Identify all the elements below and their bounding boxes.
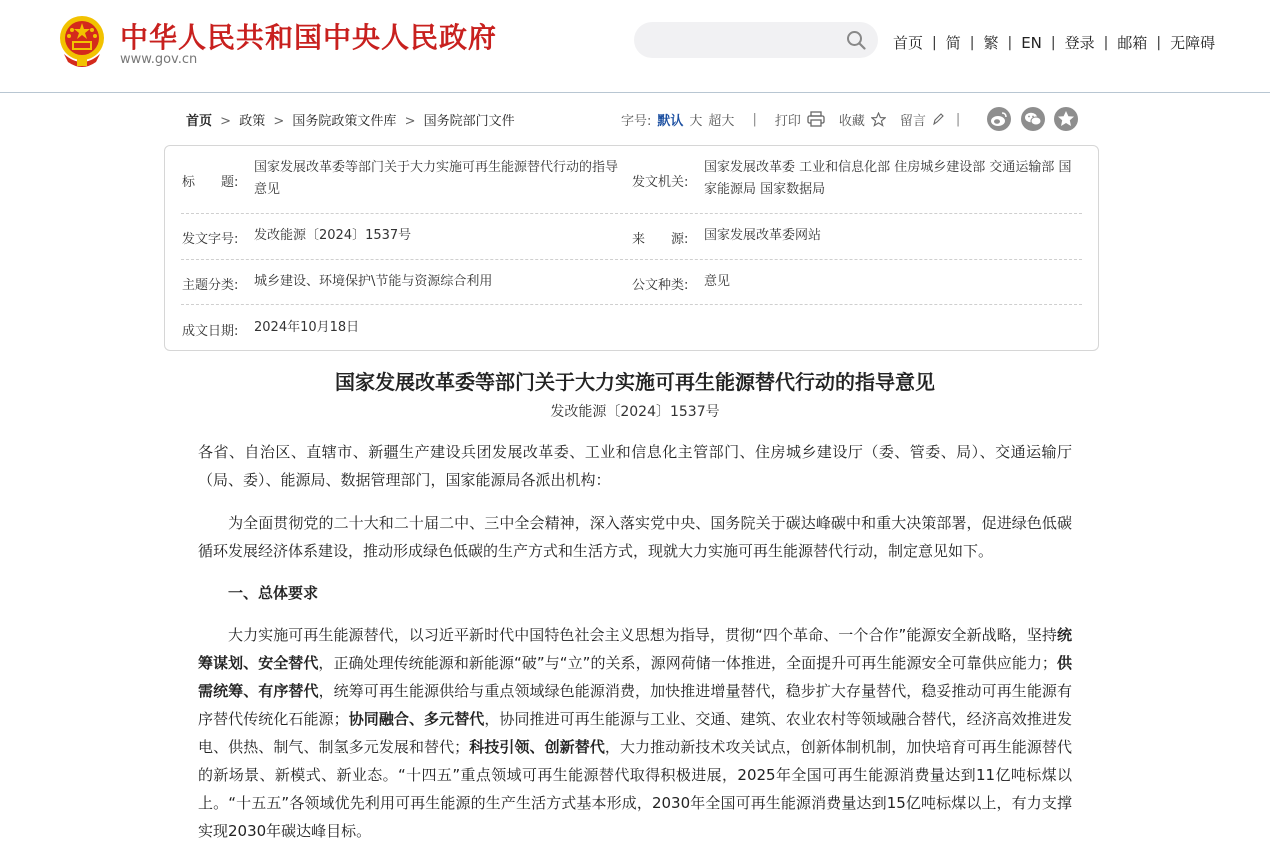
- section-heading: [198, 579, 1072, 607]
- qzone-icon[interactable]: [1054, 107, 1078, 131]
- nav-separator: |: [932, 34, 937, 51]
- nav-separator: |: [1050, 34, 1056, 51]
- intro-paragraph: [198, 509, 1072, 565]
- weibo-icon[interactable]: [987, 107, 1011, 131]
- para-bold-text: 供需统筹、有序替代: [198, 654, 1072, 700]
- doc-type-value: 意见: [704, 274, 731, 289]
- breadcrumb-separator: >: [220, 114, 232, 129]
- nav-mailbox-link[interactable]: 邮箱: [1117, 34, 1148, 52]
- nav-traditional-link[interactable]: 繁: [983, 34, 999, 52]
- nav-separator: |: [1007, 34, 1013, 51]
- nav-english-link[interactable]: EN: [1021, 33, 1042, 52]
- comment-button[interactable]: 留言: [899, 113, 926, 129]
- printer-icon[interactable]: [807, 111, 825, 127]
- tools-separator: |: [752, 111, 757, 127]
- nav-home-link[interactable]: 首页: [893, 34, 924, 52]
- nav-separator: |: [1103, 34, 1109, 51]
- breadcrumb-separator: >: [404, 114, 416, 129]
- breadcrumb-separator: >: [273, 114, 285, 129]
- breadcrumb-policy-library[interactable]: 国务院政策文件库: [292, 114, 397, 129]
- nav-separator: |: [969, 34, 975, 51]
- star-icon[interactable]: [871, 112, 886, 127]
- favorite-button[interactable]: 收藏: [838, 113, 865, 129]
- site-domain: www.gov.cn: [120, 52, 198, 67]
- breadcrumb-department-docs[interactable]: 国务院部门文件: [423, 114, 515, 129]
- font-size-xlarge-button[interactable]: 超大: [708, 113, 735, 129]
- site-title[interactable]: 中华人民共和国中央人民政府: [120, 21, 498, 54]
- doc-number-label: 发文字号:: [182, 232, 239, 247]
- tools-separator: |: [955, 111, 961, 127]
- section-heading-text: 一、总体要求: [228, 584, 319, 602]
- topic-value: 城乡建设、环境保护\节能与资源综合利用: [254, 274, 493, 289]
- title-label: 标 题:: [182, 175, 239, 190]
- national-emblem-icon[interactable]: [58, 14, 106, 68]
- font-size-large-button[interactable]: 大: [689, 113, 703, 129]
- intro-text: 为全面贯彻党的二十大和二十届二中、三中全会精神，深入落实党中央、国务院关于碳达峰碳中和重大决策部署，促进绿色低碳循环发展经济体系建设，推动形成绿色低碳的生产方式和生活方式，现就大力实施可再生能源替代行动，制定意见如下。: [198, 514, 1072, 560]
- font-size-label: 字号:: [621, 113, 652, 129]
- qzone-glyph-icon: [1054, 107, 1078, 131]
- search-icon[interactable]: [846, 30, 866, 50]
- nav-login-link[interactable]: 登录: [1064, 34, 1095, 52]
- para-bold-text: 协同融合、多元替代: [348, 710, 485, 728]
- print-button[interactable]: 打印: [774, 113, 801, 129]
- article-doc-number: 发改能源〔2024〕1537号: [550, 404, 720, 420]
- para-text: ，统筹可再生能源供给与重点领域绿色能源消费，加快推进增量替代，稳步扩大存量替代，稳妥推动可再生能源有序替代传统化石能源；: [198, 682, 1072, 728]
- article-tools: [621, 106, 960, 132]
- date-label: 成文日期:: [182, 324, 239, 339]
- title-value: 国家发展改革委等部门关于大力实施可再生能源替代行动的指导意见: [254, 160, 619, 197]
- document-info-panel: [164, 145, 1099, 351]
- pencil-icon[interactable]: [932, 112, 944, 126]
- issuer-value: 国家发展改革委 工业和信息化部 住房城乡建设部 交通运输部 国家能源局 国家数据局: [704, 160, 1072, 197]
- nav-accessibility-link[interactable]: 无障碍: [1170, 34, 1216, 52]
- source-value: 国家发展改革委网站: [704, 228, 822, 243]
- nav-separator: |: [1156, 34, 1162, 51]
- breadcrumb-home[interactable]: 首页: [186, 114, 213, 129]
- para-text: ，协同推进可再生能源与工业、交通、建筑、农业农村等领域融合替代，经济高效推进发电、供热、制气、制氢多元发展和替代；: [198, 710, 1072, 756]
- wechat-icon[interactable]: [1021, 107, 1045, 131]
- wechat-glyph-icon: [1021, 107, 1045, 131]
- para-text: ，大力推动新技术攻关试点，创新体制机制，加快培育可再生能源替代的新场景、新模式、新业态。“十四五”重点领域可再生能源替代取得积极进展，2025年全国可再生能源消费量达到11亿吨标煤以上。“十五五”各领域优先利用可再生能源的生产生活方式基本形成，2030年全国可再生能源消费量达到15亿吨标煤以上，有力支撑实现2030年碳达峰目标。: [198, 738, 1072, 840]
- para-text: ，正确处理传统能源和新能源“破”与“立”的关系，源网荷储一体推进，全面提升可再生能源安全可靠供应能力；: [318, 654, 1057, 672]
- addressees-paragraph: 各省、自治区、直辖市、新疆生产建设兵团发展改革委、工业和信息化主管部门、住房城乡建设厅（委、管委、局）、交通运输厅（局、委）、能源局、数据管理部门，国家能源局各派出机构：: [198, 443, 1072, 489]
- source-label: 来 源:: [632, 232, 689, 247]
- date-value: 2024年10月18日: [254, 320, 360, 335]
- font-size-default-button[interactable]: 默认: [657, 113, 684, 129]
- article-title: 国家发展改革委等部门关于大力实施可再生能源替代行动的指导意见: [335, 370, 935, 394]
- topic-label: 主题分类:: [182, 278, 239, 293]
- doc-type-label: 公文种类:: [632, 278, 689, 293]
- principles-paragraph: [198, 621, 1072, 845]
- weibo-glyph-icon: [987, 107, 1011, 131]
- para-bold-text: 统筹谋划、安全替代: [198, 626, 1072, 672]
- para-text: 大力实施可再生能源替代，以习近平新时代中国特色社会主义思想为指导，贯彻“四个革命、一个合作”能源安全新战略，坚持: [228, 626, 1057, 644]
- top-nav: [893, 32, 1215, 53]
- site-header: [0, 0, 1270, 93]
- breadcrumb: [186, 110, 515, 129]
- search-input[interactable]: [634, 22, 878, 58]
- para-bold-text: 科技引领、创新替代: [469, 738, 605, 756]
- nav-simplified-link[interactable]: 简: [945, 34, 961, 52]
- breadcrumb-policy[interactable]: 政策: [239, 114, 266, 129]
- doc-number-value: 发改能源〔2024〕1537号: [254, 228, 412, 243]
- issuer-label: 发文机关:: [632, 175, 689, 190]
